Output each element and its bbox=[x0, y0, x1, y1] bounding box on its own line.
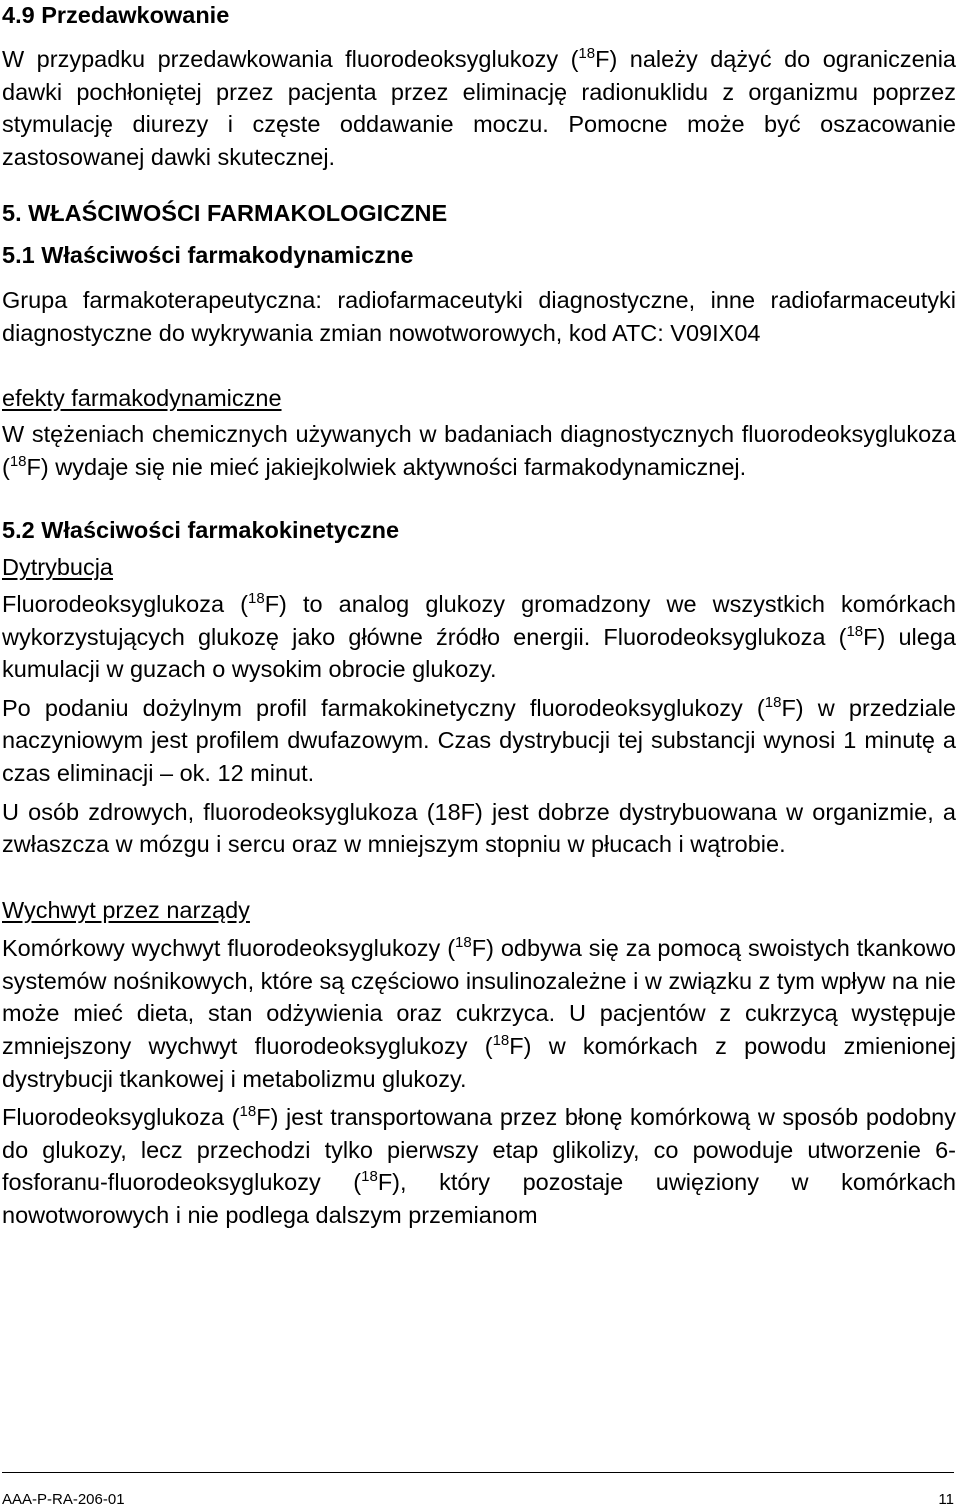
text-run: F) wydaje się nie mieć jakiejkolwiek aktywności farmakodynamicznej. bbox=[26, 453, 747, 480]
text-run: Fluorodeoksyglukoza ( bbox=[2, 1104, 240, 1131]
superscript: 18 bbox=[9, 452, 27, 470]
superscript: 18 bbox=[764, 693, 782, 711]
superscript: 18 bbox=[455, 934, 472, 952]
text-run: Po podaniu dożylnym profil farmakokinetyczny fluorodeoksyglukozy ( bbox=[2, 694, 765, 721]
distribution-paragraph-2 bbox=[2, 692, 956, 790]
text-run: F) jest transportowana przez błonę komórkową w sposób podobny do glukozy, lecz przechodzi tylko pierwszy etap glikolizy, co powoduje utworzenie 6-fosforanu-fluorodeoksyglukozy ( bbox=[2, 1104, 956, 1196]
text-run: F) to analog glukozy gromadzony we wszystkich komórkach wykorzystujących glukozę jako główne źródło energii. Fluorodeoksyglukoza ( bbox=[2, 590, 956, 650]
superscript: 18 bbox=[492, 1032, 510, 1050]
subheading-text: Wychwyt przez narządy bbox=[2, 896, 250, 923]
text-run: F) w komórkach z powodu zmienionej dystrybucji tkankowej i metabolizmu glukozy. bbox=[2, 1033, 956, 1092]
section-5-2-heading: 5.2 Właściwości farmakokinetyczne bbox=[2, 517, 400, 544]
organ-uptake-paragraph-1 bbox=[2, 932, 956, 1095]
text-run: F) odbywa się za pomocą swoistych tkankowo systemów nośnikowych, które są częściowo insulinozależne i w związku z tym wpływ na nie może mieć dieta, stan odżywienia oraz cukrzyca. U pacjentów z cukrzycą występuje zmniejszony wychwyt fluorodeoksyglukozy ( bbox=[2, 935, 956, 1060]
section-4-9-heading: 4.9 Przedawkowanie bbox=[2, 2, 230, 28]
pharmacodynamic-effects-paragraph bbox=[2, 418, 956, 483]
superscript: 18 bbox=[239, 1103, 257, 1121]
document-code: AAA-P-RA-206-01 bbox=[2, 1491, 125, 1508]
text-run: F) ulega kumulacji w guzach o wysokim obrocie glukozy. bbox=[2, 623, 956, 683]
superscript: 18 bbox=[248, 589, 265, 607]
superscript: 18 bbox=[361, 1168, 378, 1186]
text-run: W przypadku przedawkowania fluorodeoksyglukozy ( bbox=[2, 46, 579, 72]
page-footer bbox=[2, 1472, 954, 1508]
organ-uptake-subheading bbox=[2, 894, 956, 927]
subheading-text: Dytrybucja bbox=[2, 554, 114, 581]
text-run: W stężeniach chemicznych używanych w badaniach diagnostycznych fluorodeoksyglukoza ( bbox=[2, 421, 956, 480]
document-page bbox=[2, 0, 956, 1232]
superscript: 18 bbox=[578, 45, 596, 62]
text-run: F) należy dążyć do ograniczenia dawki pochłoniętej przez pacjenta przez eliminację radionuklidu z organizmu poprzez stymulację diurezy i częste oddawanie moczu. Pomocne może być oszacowanie zastosowanej dawki skutecznej. bbox=[2, 46, 956, 170]
distribution-paragraph-1 bbox=[2, 588, 956, 686]
organ-uptake-paragraph-2 bbox=[2, 1101, 956, 1231]
text-run: Komórkowy wychwyt fluorodeoksyglukozy ( bbox=[2, 935, 456, 962]
subheading-text: efekty farmakodynamiczne bbox=[2, 384, 282, 411]
page-number: 11 bbox=[938, 1491, 954, 1508]
overdose-paragraph bbox=[2, 43, 956, 173]
section-5-heading: 5. WŁAŚCIWOŚCI FARMAKOLOGICZNE bbox=[2, 200, 448, 227]
text-run: F), który pozostaje uwięziony w komórkach nowotworowych i nie podlega dalszym przemianom bbox=[2, 1169, 957, 1229]
distribution-paragraph-3: U osób zdrowych, fluorodeoksyglukoza (18F) jest dobrze dystrybuowana w organizmie, a zwłaszcza w mózgu i sercu oraz w mniejszym stopniu w płucach i wątrobie. bbox=[2, 798, 956, 858]
text-run: F) w przedziale naczyniowym jest profilem dwufazowym. Czas dystrybucji tej substancji wynosi 1 minutę a czas eliminacji – ok. 12 minut. bbox=[2, 694, 956, 786]
section-5-1-heading: 5.1 Właściwości farmakodynamiczne bbox=[2, 242, 414, 269]
pharmacotherapeutic-group-paragraph: Grupa farmakoterapeutyczna: radiofarmaceutyki diagnostyczne, inne radiofarmaceutyki diagnostyczne do wykrywania zmian nowotworowych, kod ATC: V09IX04 bbox=[2, 287, 956, 346]
superscript: 18 bbox=[846, 622, 864, 640]
distribution-subheading bbox=[2, 551, 956, 584]
text-run: Fluorodeoksyglukoza ( bbox=[2, 590, 248, 617]
pharmacodynamic-effects-subheading bbox=[2, 382, 956, 415]
